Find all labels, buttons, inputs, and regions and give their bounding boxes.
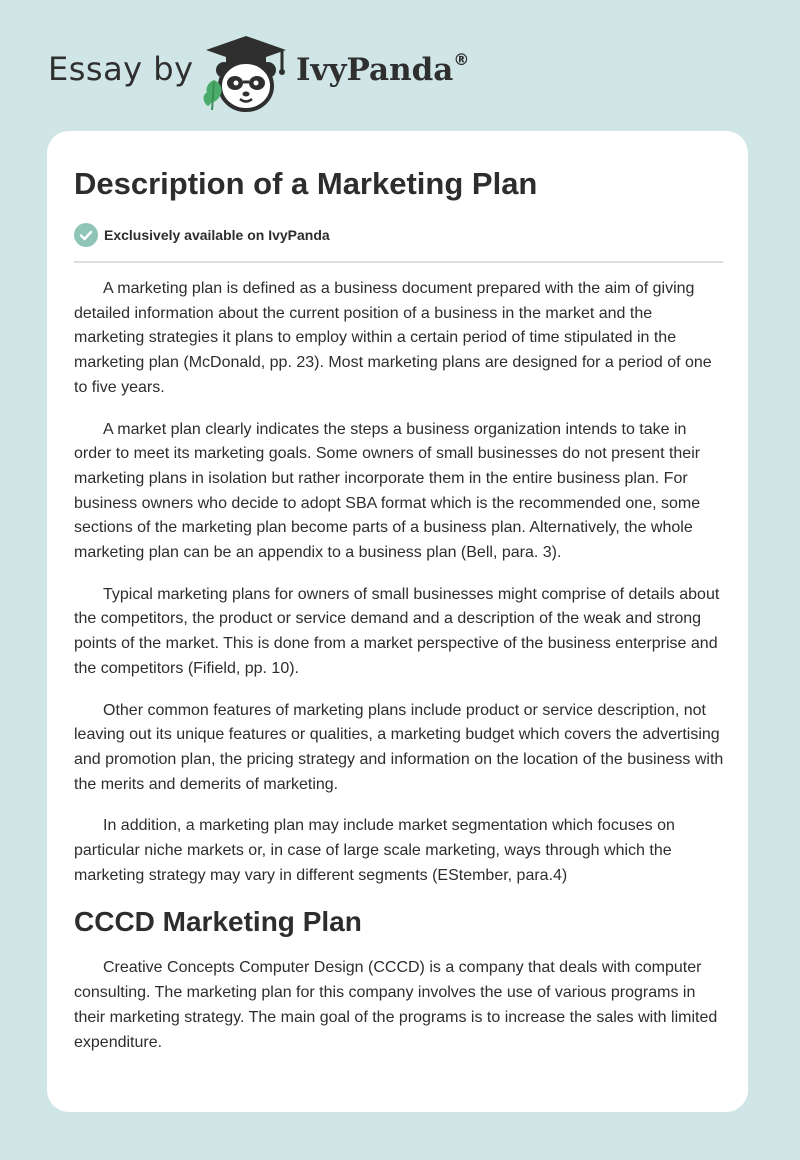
- panda-graduate-icon[interactable]: [200, 30, 292, 114]
- site-header: [0, 0, 800, 125]
- paragraph: Typical marketing plans for owners of small businesses might comprise of details about the competitors, the product or service demand and a description of the weak and strong points of the market. This is done from a market perspective of the business enterprise and the competitors (Fifield, pp. 10).: [74, 585, 720, 677]
- check-circle-icon: [74, 223, 98, 247]
- paragraph: Other common features of marketing plans include product or service description, not leaving out its unique features or qualities, a marketing budget which covers the advertising and promotion plan, the pricing strategy and information on the location of the business with the merits and demerits of marketing.: [74, 701, 724, 793]
- essay-body: [74, 277, 726, 1072]
- exclusive-badge-text: Exclusively available on IvyPanda: [104, 227, 330, 243]
- brand-name[interactable]: [296, 49, 470, 88]
- essay-by-label: Essay by: [48, 50, 194, 88]
- essay-title: Description of a Marketing Plan: [74, 166, 538, 201]
- paragraph: In addition, a marketing plan may include market segmentation which focuses on particular niche markets or, in case of large scale marketing, ways through which the marketing strategy may vary in different segments (EStember, para.4): [74, 817, 675, 884]
- essay-card: [47, 131, 748, 1112]
- brand-text: IvyPanda: [296, 52, 454, 88]
- divider: [74, 261, 723, 263]
- paragraph: A marketing plan is defined as a business document prepared with the aim of giving detailed information about the current position of a business in the market and the marketing strategies it plans to employ within a certain period of time stipulated in the marketing plan (McDonald, pp. 23). Most marketing plans are designed for a period of one to five years.: [74, 280, 712, 396]
- registered-mark: ®: [453, 49, 470, 69]
- exclusive-badge: [74, 223, 330, 247]
- section-heading: CCCD Marketing Plan: [74, 906, 362, 938]
- paragraph: Creative Concepts Computer Design (CCCD) is a company that deals with computer consulting. The marketing plan for this company involves the use of various programs in their marketing strategy. The main goal of the programs is to increase the sales with limited expenditure.: [74, 959, 718, 1051]
- paragraph: A market plan clearly indicates the steps a business organization intends to take in order to meet its marketing goals. Some owners of small businesses do not present their marketing plans in isolation but rather incorporate them in the entire business plan. For business owners who decide to adopt SBA format which is the recommended one, some sections of the marketing plan become parts of a business plan. Alternatively, the whole marketing plan can be an appendix to a business plan (Bell, para. 3).: [74, 420, 701, 562]
